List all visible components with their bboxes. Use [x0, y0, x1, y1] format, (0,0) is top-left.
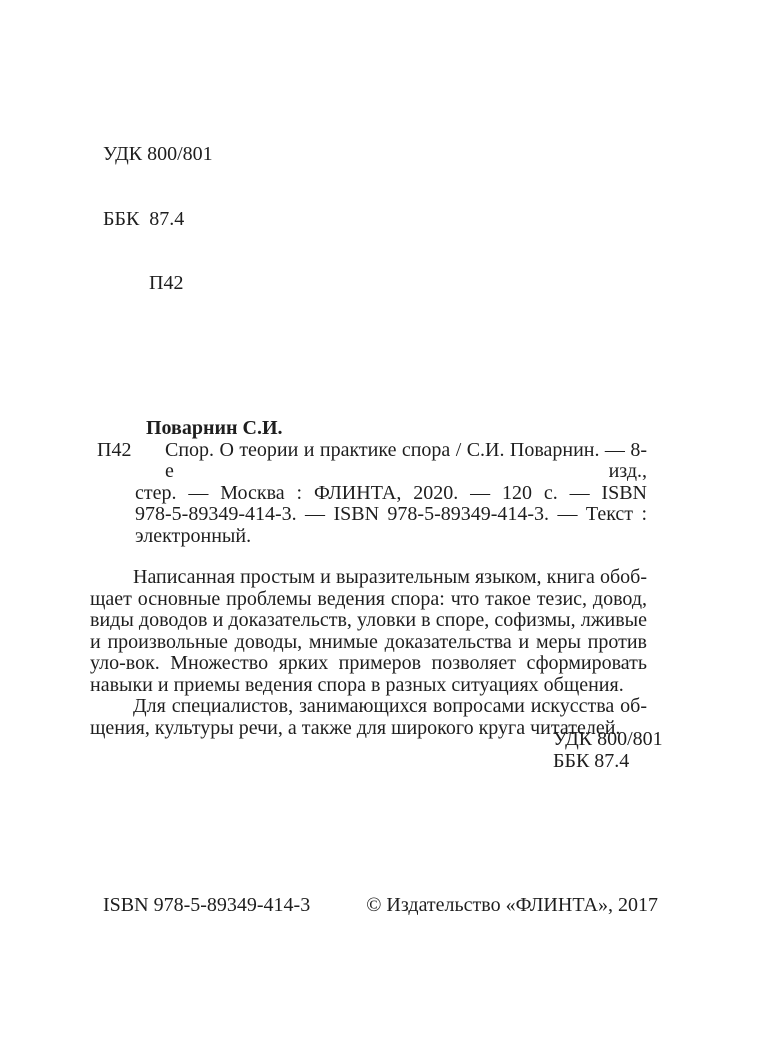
annotation-line: и произвольные доводы, мнимые доказательства и меры против	[90, 630, 647, 653]
annotation-line: виды доводов и доказательств, уловки в споре, софизмы, лживые	[90, 609, 647, 631]
annotation-line: уло-вок. Множество ярких примеров позволяет сформировать	[90, 652, 647, 674]
classification-block	[103, 101, 213, 338]
author-sign-label: П42	[97, 438, 132, 461]
udk-top-line: УДК 800/801	[103, 143, 213, 165]
bbk-bottom-line: ББК 87.4	[553, 749, 630, 772]
author-name-heading: Поварнин С.И.	[146, 417, 283, 439]
annotation-line: Написанная простым и выразительным языком, книга обоб-	[133, 566, 647, 588]
udk-bottom-line: УДК 800/801	[553, 728, 663, 750]
bibliographic-entry	[97, 438, 647, 548]
biblio-line: стер. — Москва : ФЛИНТА, 2020. — 120 с. — ISBN	[135, 481, 647, 504]
copyright-text: © Издательство «ФЛИНТА», 2017	[366, 894, 658, 916]
biblio-line: электронный.	[135, 524, 252, 547]
biblio-line: 978-5-89349-414-3. — ISBN 978-5-89349-414-3. — Текст :	[135, 503, 647, 525]
bbk-top-line: ББК 87.4	[103, 207, 185, 230]
main-text-column	[90, 418, 647, 739]
author-sign-top: П42	[149, 272, 184, 294]
annotation-line: щает основные проблемы ведения спора: что такое тезис, довод,	[90, 587, 647, 610]
annotation-paragraph-1	[90, 567, 647, 696]
annotation-line: навыки и приемы ведения спора в разных ситуациях общения.	[90, 673, 624, 696]
annotation-line: Для специалистов, занимающихся вопросами искусства об-	[133, 695, 647, 717]
annotation-line: щения, культуры речи, а также для широкого круга читателей.	[90, 716, 621, 739]
biblio-line: Спор. О теории и практике спора / С.И. Поварнин. — 8-е изд.,	[165, 438, 647, 482]
footer-line	[0, 895, 762, 919]
isbn-text: ISBN 978-5-89349-414-3	[103, 894, 311, 916]
classification-footnote	[553, 729, 663, 772]
